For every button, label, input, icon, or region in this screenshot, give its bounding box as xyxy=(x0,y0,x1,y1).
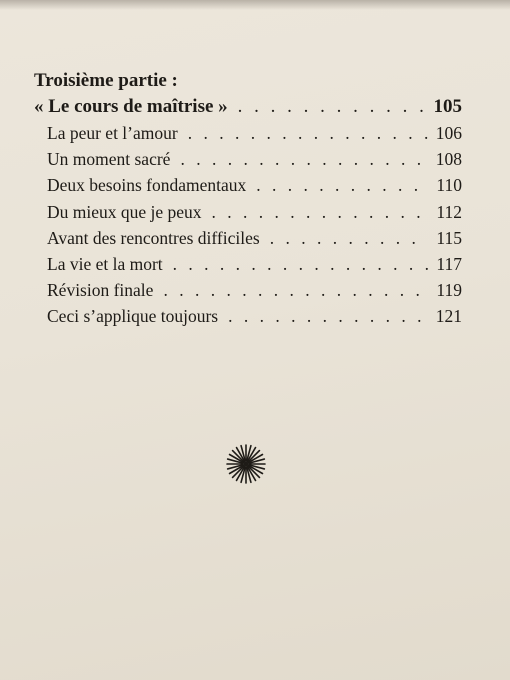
dot-leader xyxy=(180,146,427,172)
toc-entry-page: 105 xyxy=(433,96,462,117)
table-of-contents xyxy=(34,68,462,330)
toc-entry xyxy=(34,303,462,329)
part-heading: Troisième partie : xyxy=(34,70,178,91)
dot-leader xyxy=(212,199,429,225)
toc-entry xyxy=(34,225,462,251)
toc-entry-page: 121 xyxy=(435,306,462,327)
dot-leader xyxy=(163,277,428,303)
dot-leader xyxy=(270,225,429,251)
toc-entry-page: 115 xyxy=(436,227,462,248)
toc-entry xyxy=(34,172,462,198)
toc-entry-page: 117 xyxy=(436,254,462,275)
toc-entry xyxy=(34,277,462,303)
dot-leader xyxy=(238,94,426,120)
page-top-shadow xyxy=(0,0,510,10)
toc-entry-title: Un moment sacré xyxy=(47,149,171,170)
toc-entry xyxy=(34,120,462,146)
toc-entry-title: Deux besoins fondamentaux xyxy=(47,175,247,196)
toc-entry-title: Ceci s’applique toujours xyxy=(47,306,219,327)
toc-entry-title: La peur et l’amour xyxy=(47,123,178,143)
toc-entry-page: 119 xyxy=(436,280,462,301)
toc-entry-page: 112 xyxy=(436,201,462,222)
dot-leader xyxy=(173,251,429,277)
toc-entry-title: La vie et la mort xyxy=(47,254,163,275)
dot-leader xyxy=(188,120,428,146)
dot-leader xyxy=(228,303,428,329)
toc-entry xyxy=(34,146,462,172)
toc-entry-title: Avant des rencontres difficiles xyxy=(47,227,260,248)
toc-entry-page: 108 xyxy=(435,149,462,170)
starburst-icon xyxy=(224,442,268,486)
dot-leader xyxy=(256,172,428,198)
toc-entry-page: 110 xyxy=(436,175,462,196)
toc-entry-title: « Le cours de maîtrise » xyxy=(34,96,228,117)
toc-entry-title: Du mieux que je peux xyxy=(47,201,202,222)
toc-entry-page: 106 xyxy=(435,123,462,143)
toc-entry xyxy=(34,251,462,277)
toc-entry-title: Révision finale xyxy=(47,280,154,301)
toc-entry-main xyxy=(34,94,462,120)
toc-entry xyxy=(34,199,462,225)
